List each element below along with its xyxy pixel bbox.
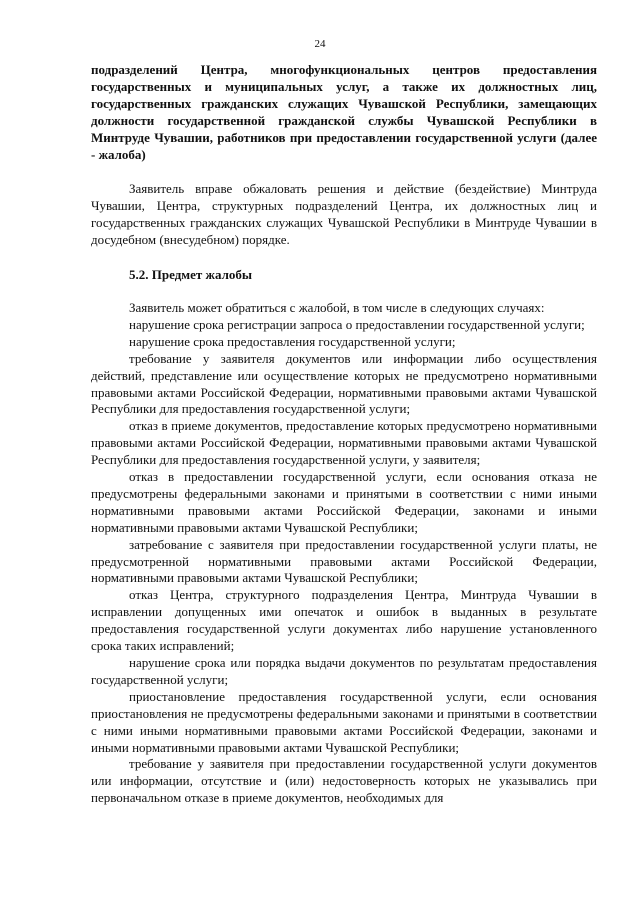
paragraph: отказ в приеме документов, предоставление которых предусмотрено нормативными правовыми актами Российской Федерации, нормативными правовыми актами Чувашской Республики для предоставления государственной услуги, у заявителя; [91,418,597,468]
paragraph: требование у заявителя при предоставлении государственной услуги документов или информации, отсутствие и (или) недостоверность которых не указывались при первоначальном отказе в приеме документов, необходимых для [91,756,597,806]
intro-paragraph: Заявитель вправе обжаловать решения и действие (бездействие) Минтруда Чувашии, Центра, структурных подразделений Центра, их должностных лиц и государственных гражданских служащих Чувашской Республики в Минтруде Чувашии в досудебном (внесудебном) порядке. [91,181,597,248]
paragraph: приостановление предоставления государственной услуги, если основания приостановления не предусмотрены федеральными законами и принятыми в соответствии с ними иными нормативными правовыми актами Российской Федерации, законами и иными нормативными правовыми актами Чувашской Республики; [91,688,597,755]
paragraph: требование у заявителя документов или информации либо осуществления действий, представление или осуществление которых не предусмотрено нормативными правовыми актами Российской Федерации, нормативными правовыми актами Чувашской Республики для предоставления государственной услуги; [91,350,597,417]
page-number: 24 [314,38,326,50]
page-content [91,62,597,807]
section-heading: 5.2. Предмет жалобы [129,267,253,283]
paragraph: затребование с заявителя при предоставлении государственной услуги платы, не предусмотренной нормативными правовыми актами Российской Федерации, нормативными правовыми актами Чувашской Республики; [91,536,597,586]
paragraph: нарушение срока регистрации запроса о предоставлении государственной услуги; [129,316,585,332]
paragraph: отказ Центра, структурного подразделения Центра, Минтруда Чувашии в исправлении допущенных ими опечаток и ошибок в выданных в результате предоставления государственной услуги документах либо нарушение установленного срока таких исправлений; [91,587,597,654]
paragraph: нарушение срока или порядка выдачи документов по результатам предоставления государственной услуги; [91,655,597,687]
paragraph: нарушение срока предоставления государственной услуги; [129,333,456,349]
paragraph: Заявитель может обратиться с жалобой, в том числе в следующих случаях: [129,299,545,315]
intro-heading: подразделений Центра, многофункциональных центров предоставления государственных и муниципальных услуг, а также их должностных лиц, государственных гражданских служащих Чувашской Республики, замещающих должности государственной гражданской службы Чувашской Республики в Минтруде Чувашии, работников при предоставлении государственной услуги (далее - жалоба) [91,62,597,162]
paragraph: отказ в предоставлении государственной услуги, если основания отказа не предусмотрены федеральными законами и принятыми в соответствии с ними иными нормативными правовыми актами Российской Федерации, законами и иными нормативными правовыми актами Чувашской Республики; [91,469,597,535]
